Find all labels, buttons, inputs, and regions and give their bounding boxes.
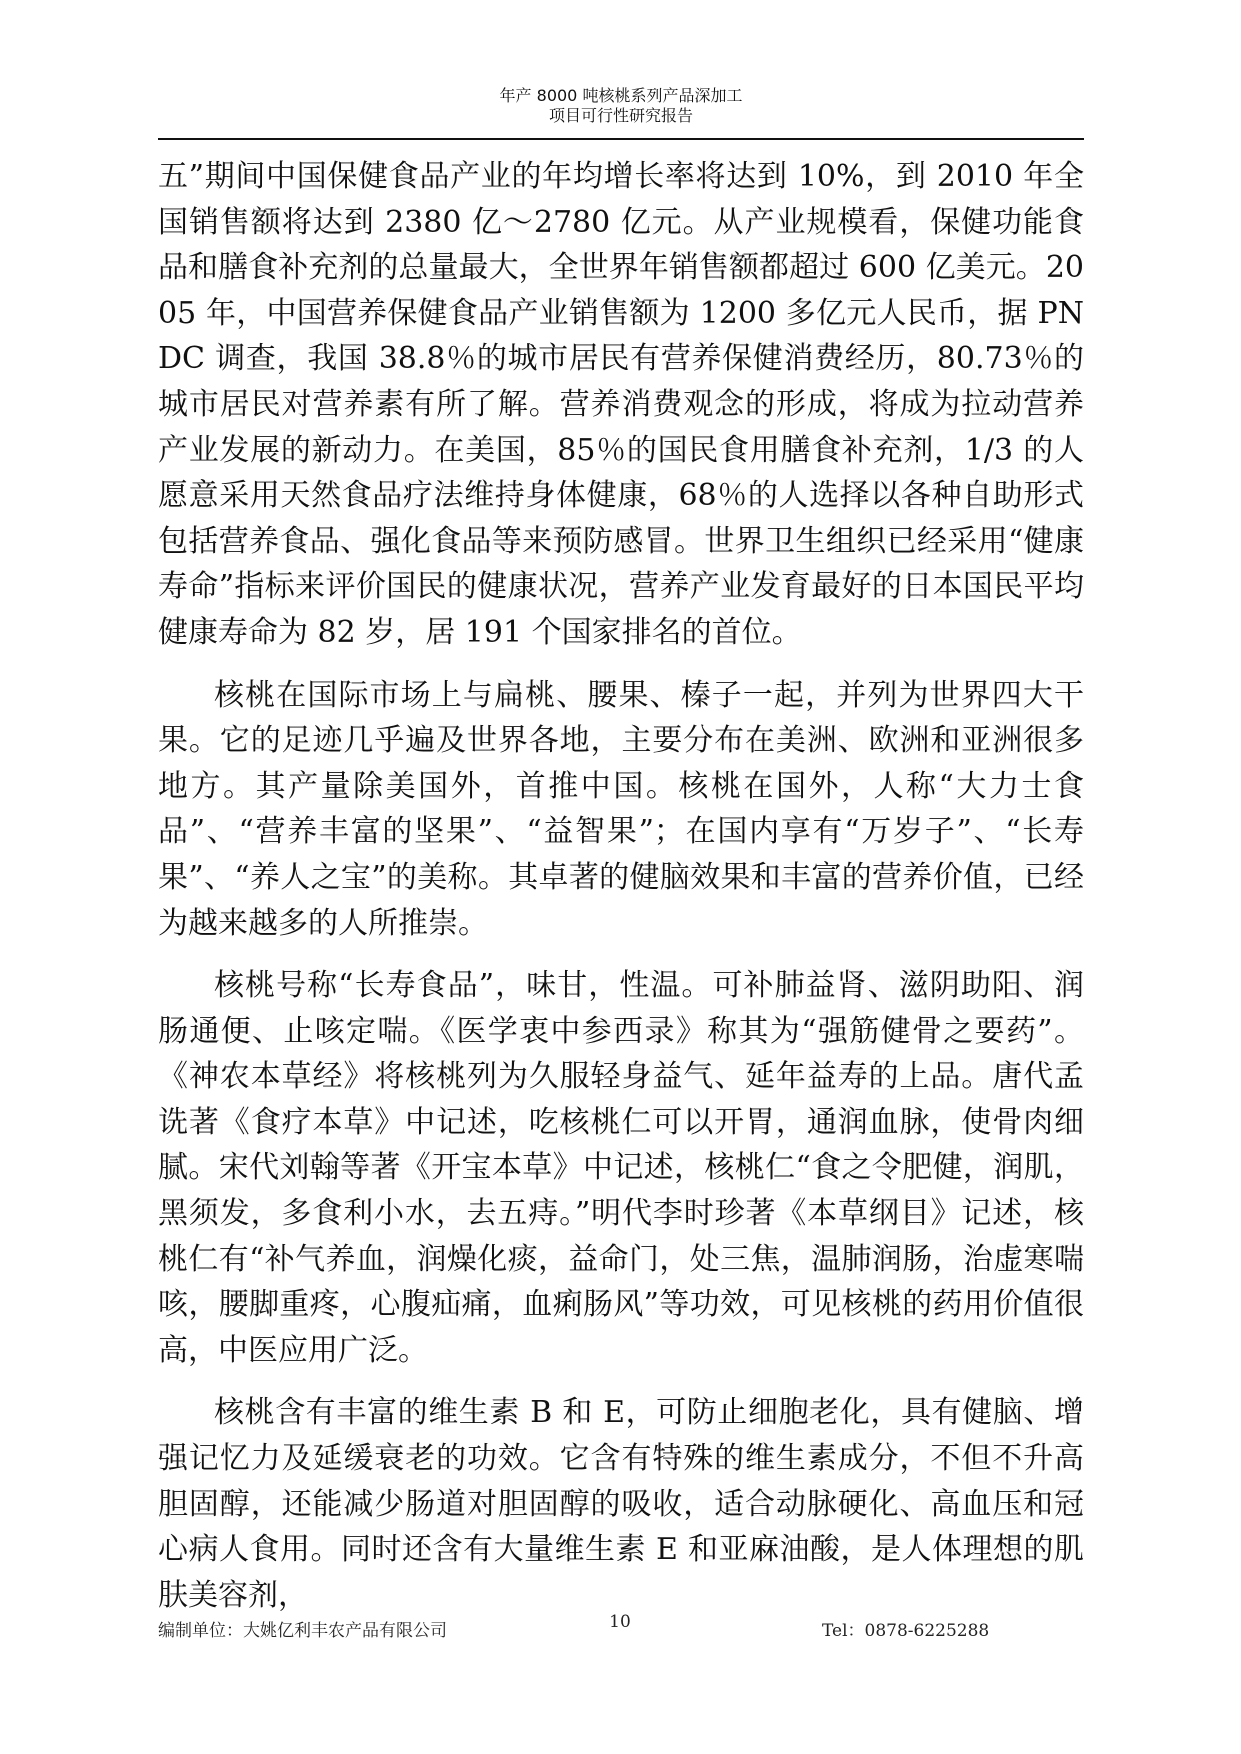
page-number: 10 xyxy=(609,1612,631,1632)
document-body xyxy=(158,154,1084,1618)
paragraph-4: 核桃含有丰富的维生素 B 和 E，可防止细胞老化，具有健脑、增强记忆力及延缓衰老的功效。它含有特殊的维生素成分，不但不升高胆固醇，还能减少肠道对胆固醇的吸收，适合动脉硬化、高血压和冠心病人食用。同时还含有大量维生素 E 和亚麻油酸，是人体理想的肌肤美容剂， xyxy=(158,1395,1084,1613)
paragraph-3: 核桃号称“长寿食品”，味甘，性温。可补肺益肾、滋阴助阳、润肠通便、止咳定喘。《医学衷中参西录》称其为“强筋健骨之要药”。《神农本草经》将核桃列为久服轻身益气、延年益寿的上品。唐代孟诜著《食疗本草》中记述，吃核桃仁可以开胃，通润血脉，使骨肉细腻。宋代刘翰等著《开宝本草》中记述，核桃仁“食之令肥健，润肌，黑须发，多食利小水，去五痔。”明代李时珍著《本草纲目》记述，核桃仁有“补气养血，润燥化痰，益命门，处三焦，温肺润肠，治虚寒喘咳，腰脚重疼，心腹疝痛，血痢肠风”等功效，可见核桃的药用价值很高，中医应用广泛。 xyxy=(158,968,1084,1368)
page-header xyxy=(160,86,1082,126)
footer-telephone: Tel：0878-6225288 xyxy=(822,1621,990,1641)
header-title-line2: 项目可行性研究报告 xyxy=(548,106,693,125)
paragraph-1: 五”期间中国保健食品产业的年均增长率将达到 10%，到 2010 年全国销售额将达到 2380 亿～2780 亿元。从产业规模看，保健功能食品和膳食补充剂的总量最大，全世界年销售额都超过 600 亿美元。2005 年，中国营养保健食品产业销售额为 1200 多亿元人民币，据 PNDC 调查，我国 38.8％的城市居民有营养保健消费经历，80.73％的城市居民对营养素有所了解。营养消费观念的形成，将成为拉动营养产业发展的新动力。在美国，85％的国民食用膳食补充剂，1/3 的人愿意采用天然食品疗法维持身体健康，68％的人选择以各种自助形式包括营养食品、强化食品等来预防感冒。世界卫生组织已经采用“健康寿命”指标来评价国民的健康状况，营养产业发育最好的日本国民平均健康寿命为 82 岁，居 191 个国家排名的首位。 xyxy=(158,159,1084,650)
header-title-line1: 年产 8000 吨核桃系列产品深加工 xyxy=(499,86,743,105)
header-divider xyxy=(158,138,1084,140)
footer-organization: 编制单位：大姚亿利丰农产品有限公司 xyxy=(158,1621,447,1641)
paragraph-2: 核桃在国际市场上与扁桃、腰果、榛子一起，并列为世界四大干果。它的足迹几乎遍及世界各地，主要分布在美洲、欧洲和亚洲很多地方。其产量除美国外，首推中国。核桃在国外，人称“大力士食品”、“营养丰富的坚果”、“益智果”；在国内享有“万岁子”、“长寿果”、“养人之宝”的美称。其卓著的健脑效果和丰富的营养价值，已经为越来越多的人所推崇。 xyxy=(158,677,1084,941)
page-footer xyxy=(0,1612,1241,1641)
